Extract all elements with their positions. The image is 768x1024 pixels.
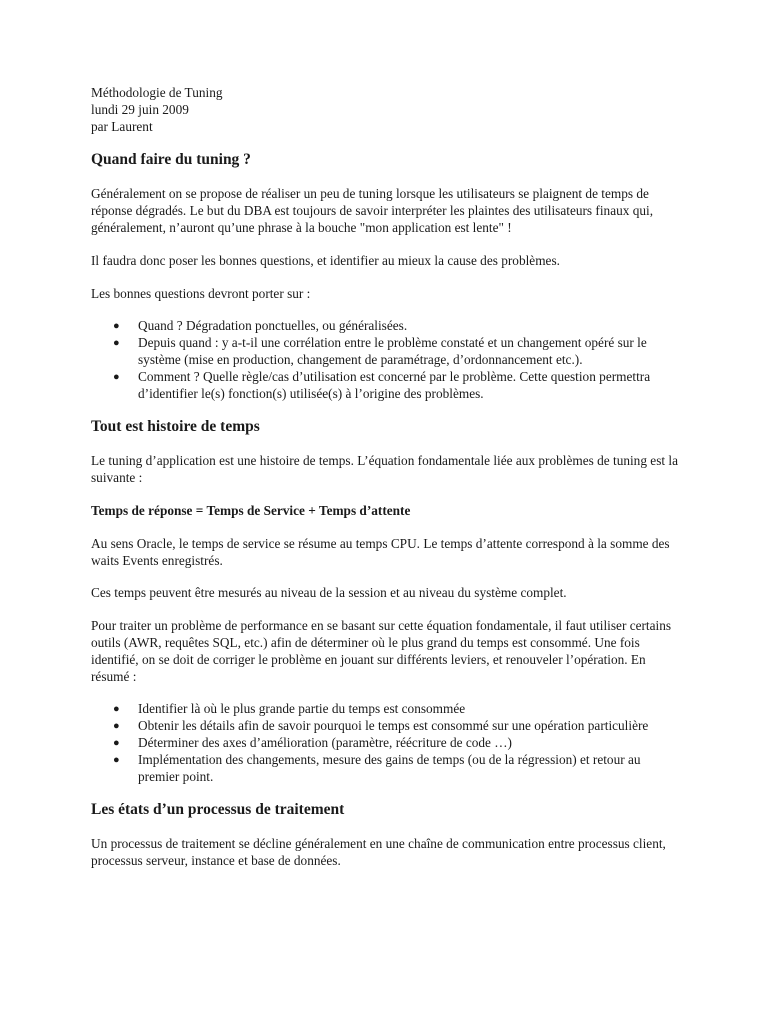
paragraph: Le tuning d’application est une histoire de temps. L’équation fondamentale liée aux problèmes de tuning est la suivante : <box>91 453 678 486</box>
document-date: lundi 29 juin 2009 <box>91 101 189 117</box>
section-heading-process-states: Les états d’un processus de traitement <box>91 801 345 819</box>
list-item-text: Implémentation des changements, mesure des gains de temps (ou de la régression) et retour au premier point. <box>138 751 641 784</box>
paragraph: Un processus de traitement se décline généralement en une chaîne de communication entre processus client, processus serveur, instance et base de données. <box>91 836 666 869</box>
list-item <box>113 368 681 403</box>
list-item-text: Déterminer des axes d’amélioration (paramètre, réécriture de code …) <box>138 734 512 750</box>
paragraph: Pour traiter un problème de performance en se basant sur cette équation fondamentale, il faut utiliser certains outils (AWR, requêtes SQL, etc.) afin de déterminer où le plus grand du temps est consommé. Une fois identifié, on se doit de corriger le problème en jouant sur différents leviers, et renouveler l’opération. En résumé : <box>91 618 672 684</box>
question-list <box>91 318 681 402</box>
bullet-icon: ● <box>113 753 120 766</box>
list-item <box>113 734 681 752</box>
bullet-icon: ● <box>113 736 120 749</box>
list-item-text: Identifier là où le plus grande partie du temps est consommée <box>138 701 466 717</box>
list-item-text: Obtenir les détails afin de savoir pourquoi le temps est consommé sur une opération particulière <box>138 718 649 734</box>
list-item-text: Depuis quand : y a-t-il une corrélation entre le problème constaté et un changement opéré sur le système (mise en production, changement de paramétrage, d’ordonnancement etc.). <box>138 335 647 367</box>
section-heading-when-tuning: Quand faire du tuning ? <box>91 151 251 169</box>
bullet-icon: ● <box>113 720 120 733</box>
paragraph: Les bonnes questions devront porter sur : <box>91 285 311 301</box>
list-item-text: Comment ? Quelle règle/cas d’utilisation est concerné par le problème. Cette question permettra d’identifier le(s) fonction(s) utilisée(s) à l’origine des problèmes. <box>138 368 651 401</box>
document-meta <box>91 85 681 135</box>
list-item <box>113 751 681 786</box>
list-item-text: Quand ? Dégradation ponctuelles, ou généralisées. <box>138 318 408 334</box>
list-item <box>113 318 681 335</box>
bullet-icon: ● <box>113 320 120 333</box>
bullet-icon: ● <box>113 370 120 383</box>
bullet-icon: ● <box>113 703 120 716</box>
steps-list <box>91 701 681 785</box>
list-item <box>113 335 681 369</box>
paragraph: Ces temps peuvent être mesurés au niveau de la session et au niveau du système complet. <box>91 585 567 601</box>
paragraph: Il faudra donc poser les bonnes questions, et identifier au mieux la cause des problèmes. <box>91 252 560 268</box>
document-title: Méthodologie de Tuning <box>91 85 223 100</box>
paragraph: Au sens Oracle, le temps de service se résume au temps CPU. Le temps d’attente correspond à la somme des waits Events enregistrés. <box>91 535 670 568</box>
document-page <box>91 85 681 870</box>
list-item <box>113 701 681 718</box>
equation: Temps de réponse = Temps de Service + Temps d’attente <box>91 502 411 518</box>
list-item <box>113 718 681 735</box>
document-author: par Laurent <box>91 118 153 134</box>
paragraph: Généralement on se propose de réaliser un peu de tuning lorsque les utilisateurs se plaignent de temps de réponse dégradés. Le but du DBA est toujours de savoir interpréter les plaintes des utilisateurs finaux qui, généralement, n’auront qu’une phrase à la bouche "mon application est lente" ! <box>91 186 654 235</box>
section-heading-time: Tout est histoire de temps <box>91 418 260 436</box>
bullet-icon: ● <box>113 337 120 350</box>
